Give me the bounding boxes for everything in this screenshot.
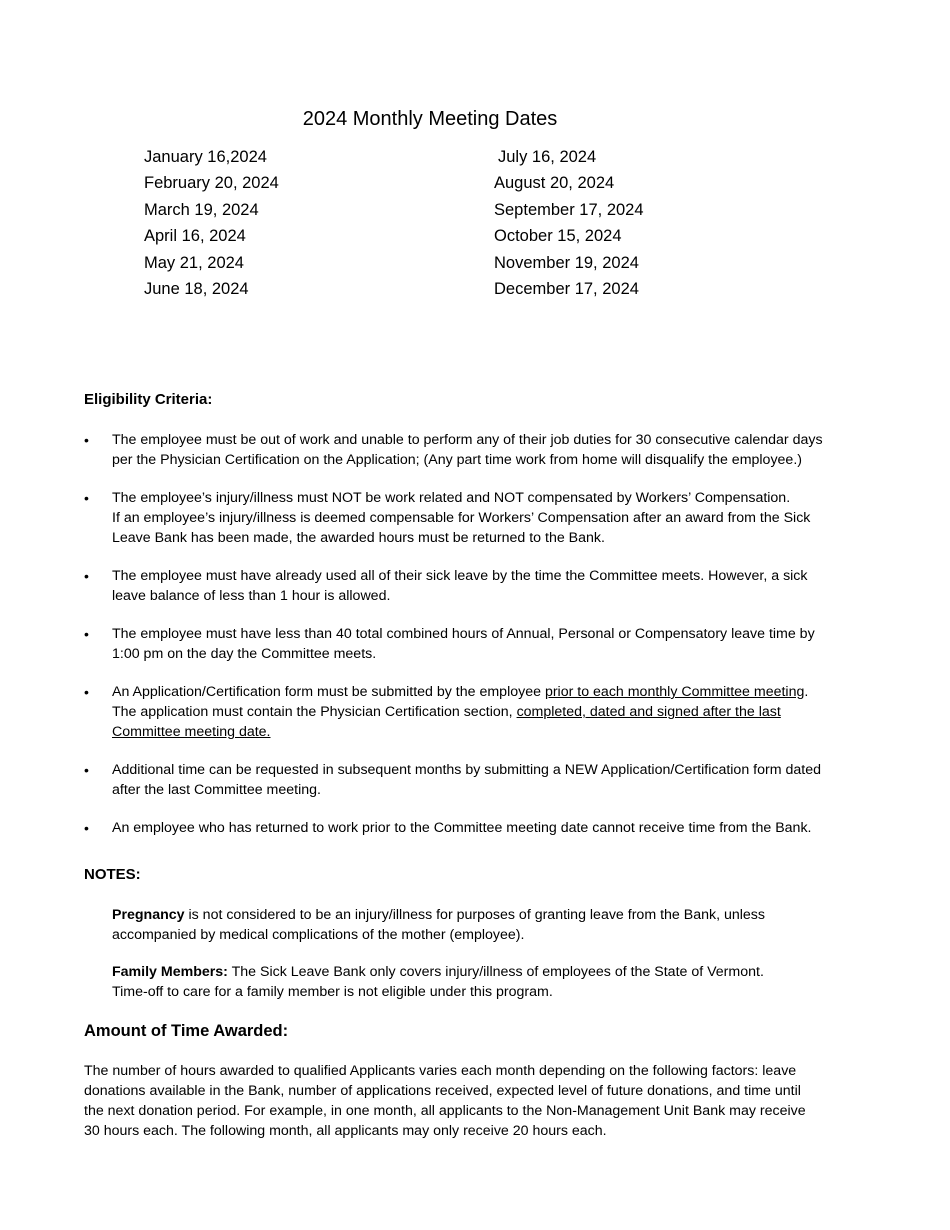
criteria-text — [112, 682, 884, 702]
amount-heading: Amount of Time Awarded: — [84, 1022, 289, 1040]
note-pregnancy — [112, 905, 882, 945]
criteria-text: The employee must have less than 40 total combined hours of Annual, Personal or Compensatory leave time by — [112, 626, 815, 642]
list-item — [84, 566, 884, 606]
meeting-date: July 16, 2024 — [498, 148, 597, 166]
paragraph-line: The number of hours awarded to qualified Applicants varies each month depending on the following factors: leave — [84, 1063, 797, 1079]
criteria-text: The employee’s injury/illness must NOT be work related and NOT compensated by Workers’ Compensation. — [112, 490, 791, 506]
underlined-emphasis: completed, dated and signed after the last — [516, 704, 781, 720]
criteria-text: after the last Committee meeting. — [112, 782, 321, 798]
notes-heading: NOTES: — [84, 866, 141, 883]
list-item — [84, 818, 884, 838]
note-text: The Sick Leave Bank only covers injury/illness of employees of the State of Vermont. — [227, 964, 764, 980]
note-label: Pregnancy — [112, 907, 185, 923]
criteria-text-part: The application must contain the Physician Certification section, — [112, 704, 517, 720]
bullet-icon: • — [84, 762, 89, 778]
underlined-emphasis: prior to each monthly Committee meeting — [544, 684, 805, 700]
note-label: Family Members: — [112, 964, 228, 980]
bullet-icon: • — [84, 432, 89, 448]
criteria-text: Additional time can be requested in subsequent months by submitting a NEW Application/Certification form dated — [112, 762, 821, 778]
list-item — [84, 430, 884, 470]
bullet-icon: • — [84, 568, 89, 584]
meeting-date: October 15, 2024 — [494, 227, 622, 246]
meeting-dates-left-column — [144, 144, 279, 302]
criteria-text: per the Physician Certification on the Application; (Any part time work from home will disqualify the employee.) — [112, 452, 802, 468]
eligibility-list — [84, 430, 884, 856]
meeting-date: January 16,2024 — [144, 148, 267, 166]
list-item — [84, 682, 884, 742]
criteria-text: Leave Bank has been made, the awarded hours must be returned to the Bank. — [112, 530, 605, 546]
criteria-text: An employee who has returned to work prior to the Committee meeting date cannot receive time from the Bank. — [112, 820, 812, 836]
amount-paragraph — [84, 1061, 884, 1141]
criteria-text-part: An Application/Certification form must be submitted by the employee — [112, 684, 545, 700]
page-title: 2024 Monthly Meeting Dates — [302, 108, 558, 130]
criteria-text-part: . — [804, 684, 809, 700]
note-line: Time-off to care for a family member is not eligible under this program. — [112, 984, 553, 1000]
eligibility-heading: Eligibility Criteria: — [84, 391, 213, 408]
meeting-date: May 21, 2024 — [144, 253, 244, 272]
criteria-text — [112, 722, 884, 742]
note-family-members — [112, 962, 882, 1002]
bullet-icon: • — [84, 684, 89, 700]
criteria-text — [112, 702, 884, 722]
meeting-date: March 19, 2024 — [144, 200, 259, 219]
paragraph-line: donations available in the Bank, number of applications received, expected level of future donations, and time until — [84, 1083, 801, 1099]
note-line — [112, 962, 882, 982]
note-line — [112, 905, 882, 925]
criteria-text: leave balance of less than 1 hour is allowed. — [112, 588, 391, 604]
list-item — [84, 760, 884, 800]
list-item — [84, 488, 884, 548]
bullet-icon: • — [84, 490, 89, 506]
underlined-emphasis: Committee meeting date. — [112, 724, 271, 740]
bullet-icon: • — [84, 820, 89, 836]
paragraph-line: 30 hours each. The following month, all applicants may only receive 20 hours each. — [84, 1123, 607, 1139]
meeting-dates-right-column — [494, 144, 644, 302]
meeting-date: November 19, 2024 — [494, 253, 639, 272]
meeting-date: September 17, 2024 — [494, 200, 644, 219]
meeting-date: April 16, 2024 — [144, 227, 246, 246]
paragraph-line: the next donation period. For example, in one month, all applicants to the Non-Management Unit Bank may receive — [84, 1103, 806, 1119]
meeting-date: December 17, 2024 — [494, 280, 639, 299]
meeting-date: June 18, 2024 — [144, 280, 249, 299]
list-item — [84, 624, 884, 664]
meeting-date: August 20, 2024 — [494, 174, 615, 193]
note-text: is not considered to be an injury/illness for purposes of granting leave from the Bank, unless — [184, 907, 765, 923]
criteria-text: The employee must be out of work and unable to perform any of their job duties for 30 consecutive calendar days — [112, 432, 823, 448]
bullet-icon: • — [84, 626, 89, 642]
criteria-text: 1:00 pm on the day the Committee meets. — [112, 646, 377, 662]
meeting-date: February 20, 2024 — [144, 174, 279, 193]
criteria-text: The employee must have already used all of their sick leave by the time the Committee meets. However, a sick — [112, 568, 808, 584]
note-line: accompanied by medical complications of the mother (employee). — [112, 927, 525, 943]
criteria-text: If an employee’s injury/illness is deemed compensable for Workers’ Compensation after an award from the Sick — [112, 510, 811, 526]
